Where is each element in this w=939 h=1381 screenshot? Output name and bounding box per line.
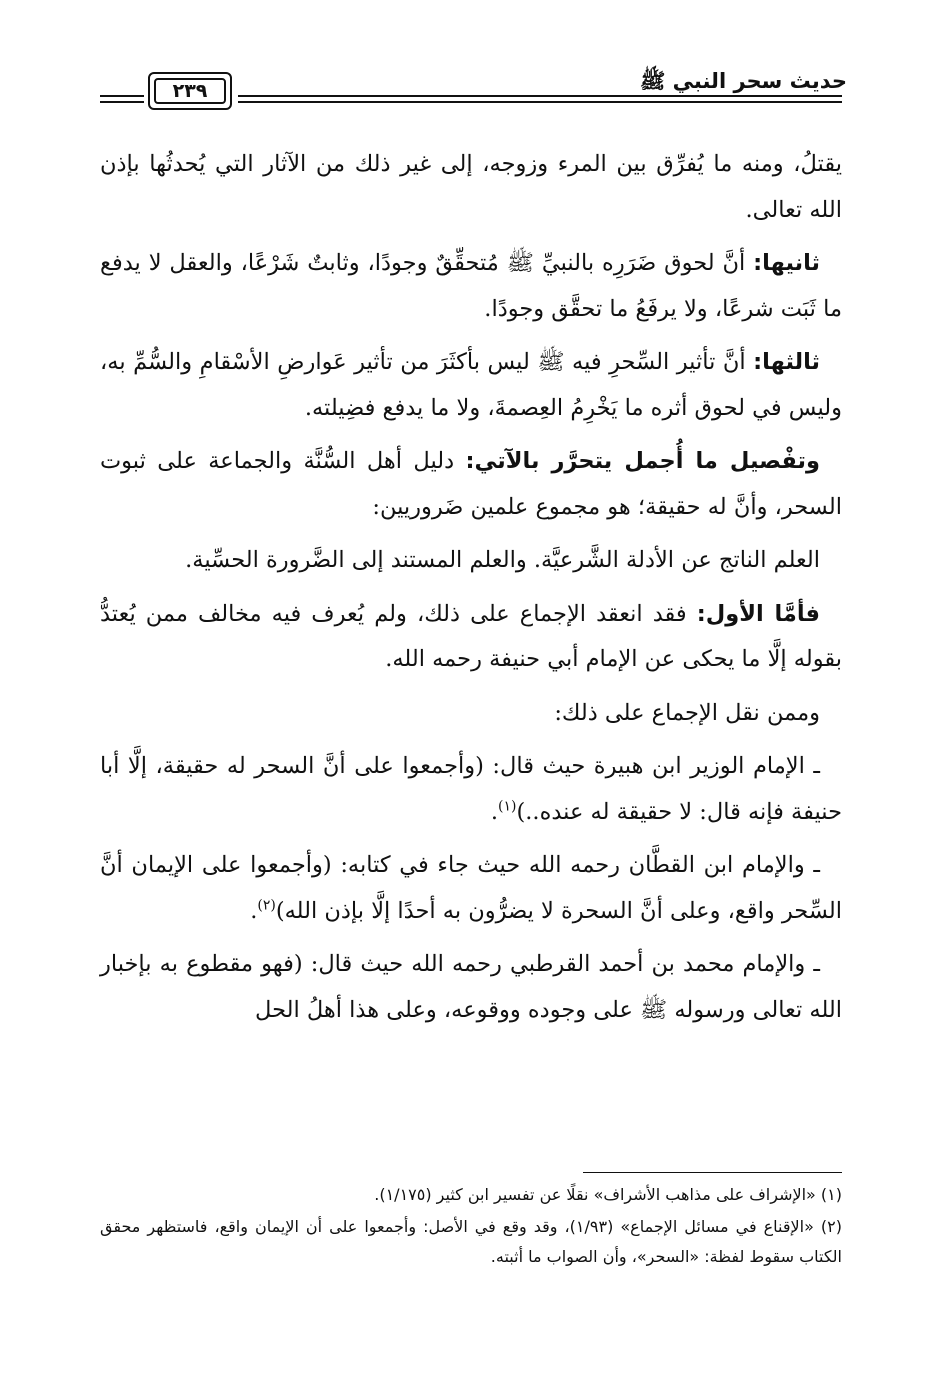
paragraph-10: ـ والإمام محمد بن أحمد القرطبي رحمه الله حيث قال: (فهو مقطوع به بإخبار الله تعالى ورسوله ﷺ على وجوده ووقوعه، وعلى هذا أهلُ الحل	[100, 951, 842, 1023]
page-number-frame	[148, 72, 232, 110]
header-rule-lower	[238, 101, 842, 103]
paragraph-9-end: .	[250, 897, 258, 924]
paragraph-2-text: أنَّ لحوق ضَرَرِه بالنبيِّ ﷺ مُتحقِّقٌ وجودًا، وثابتٌ شَرْعًا، والعقل لا يدفع ما ثَبَت شرعًا، ولا يرفَعُ ما تحقَّق وجودًا.	[100, 250, 842, 322]
header-rule-left-upper	[100, 95, 144, 97]
paragraph-4-lead: وتفْصيل ما أُجمل يتحرَّر بالآتي:	[465, 448, 820, 474]
paragraph-6-text: فقد انعقد الإجماع على ذلك، ولم يُعرف فيه مخالف ممن يُعتدُّ بقوله إلَّا ما يحكى عن الإمام أبي حنيفة رحمه الله.	[100, 600, 842, 672]
paragraph-7: وممن نقل الإجماع على ذلك:	[554, 699, 820, 726]
paragraph-8-end: .	[490, 798, 499, 825]
footnote-separator	[583, 1172, 842, 1173]
paragraph-2	[100, 241, 842, 332]
page-number: ٢٣٩	[154, 78, 226, 104]
paragraph-3-lead: ثالثها:	[753, 349, 820, 375]
footnote-ref-2[interactable]: (٢)	[257, 897, 276, 913]
paragraph-6	[100, 592, 842, 683]
paragraph-8	[100, 744, 842, 835]
paragraph-2-lead: ثانيها:	[753, 250, 820, 276]
running-header-title: حديث سحر النبي ﷺ	[639, 69, 847, 93]
footnote-ref-1[interactable]: (١)	[498, 798, 517, 814]
paragraph-3	[100, 340, 842, 431]
paragraph-8-text: ـ الإمام الوزير ابن هبيرة حيث قال: (وأجمعوا على أنَّ السحر له حقيقة، إلَّا أبا حنيفة فإنه قال: لا حقيقة له عنده..)	[100, 753, 842, 825]
main-text	[100, 142, 842, 1041]
paragraph-9	[100, 843, 842, 934]
header-rule-left-lower	[100, 101, 144, 103]
paragraph-4-text: دليل أهل السُّنَّة والجماعة على ثبوت السحر، وأنَّ له حقيقة؛ هو مجموع علمين ضَروريين:	[100, 448, 842, 520]
paragraph-4	[100, 439, 842, 530]
footnotes	[100, 1180, 842, 1274]
footnote-1: (١) «الإشراف على مذاهب الأشراف» نقلًا عن تفسير ابن كثير (١/١٧٥).	[374, 1185, 842, 1204]
paragraph-5: العلم الناتج عن الأدلة الشَّرعيَّة. والعلم المستند إلى الضَّرورة الحسِّية.	[185, 547, 820, 573]
paragraph-1: يقتلُ، ومنه ما يُفرِّق بين المرء وزوجه، إلى غير ذلك من الآثار التي يُحدثُها بإذن الله تعالى.	[100, 151, 842, 223]
header-rule-upper	[238, 95, 842, 97]
paragraph-3-text: أنَّ تأثير السِّحرِ فيه ﷺ ليس بأكثَرَ من تأثير عَوارضِ الأسْقامِ والسُّمِّ به، وليس في لحوق أثره ما يَخْرِمُ العِصمةَ، ولا ما يدفع فضِيلته.	[100, 349, 842, 421]
footnote-2: (٢) «الإقناع في مسائل الإجماع» (١/٩٣)، وقد وقع في الأصل: وأجمعوا على أن الإيمان واقع، فاستظهر محقق الكتاب سقوط لفظة: «السحر»، وأن الصواب ما أثبته.	[100, 1217, 842, 1266]
paragraph-6-lead: فأمَّا الأول:	[696, 600, 820, 627]
paragraph-9-text: ـ والإمام ابن القطَّان رحمه الله حيث جاء في كتابه: (وأجمعوا على الإيمان أنَّ السِّحر واقع، وعلى أنَّ السحرة لا يضرُّون به أحدًا إلَّا بإذن الله)	[100, 852, 842, 924]
